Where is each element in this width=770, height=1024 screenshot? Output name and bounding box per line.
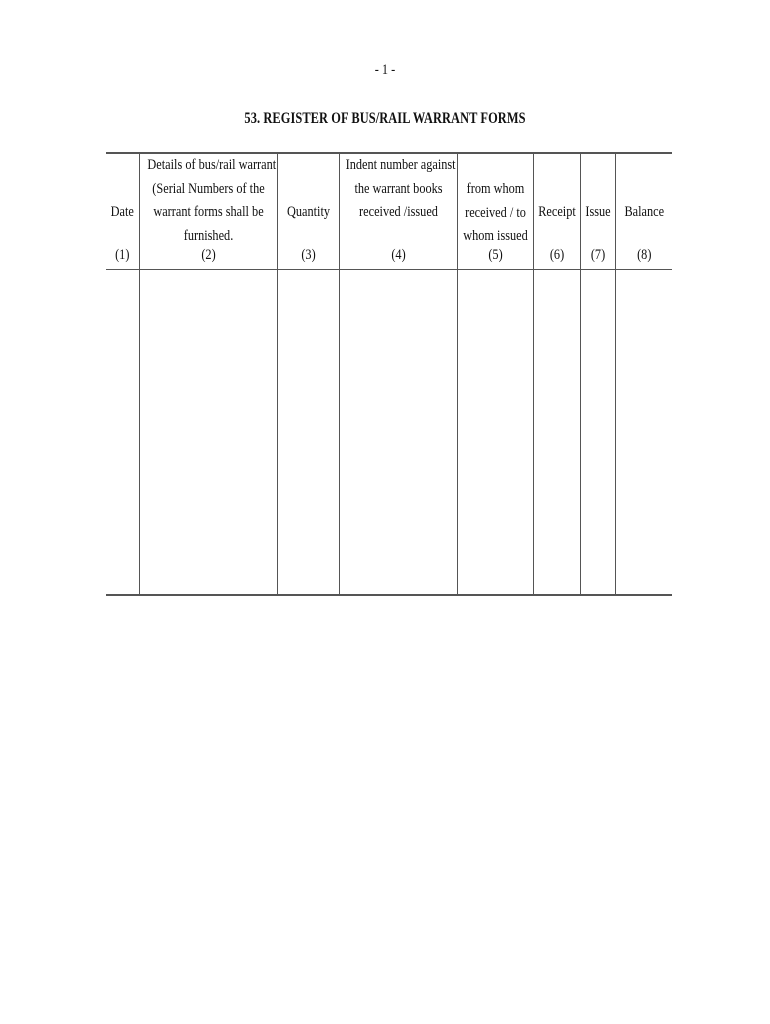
header-line: whom issued (462, 228, 528, 244)
column-header-details (139, 153, 277, 270)
column-header-label (146, 154, 276, 248)
column-number: (4) (390, 247, 406, 263)
header-line: furnished. (183, 227, 233, 244)
column-header-label (616, 201, 672, 225)
issue-cell[interactable] (580, 270, 615, 596)
column-number: (6) (549, 247, 564, 263)
entry-row (106, 270, 672, 596)
header-line: received / to (464, 204, 526, 221)
quantity-cell[interactable] (277, 270, 339, 596)
header-line: warrant forms shall be (152, 204, 264, 220)
header-row (106, 153, 672, 270)
column-header-label (459, 178, 530, 249)
header-line: Date (110, 204, 134, 220)
column-number: (7) (590, 247, 605, 263)
header-line: (Serial Numbers of the (151, 180, 265, 197)
details-cell[interactable] (139, 270, 277, 596)
date-cell[interactable] (106, 270, 139, 596)
column-header-label (278, 201, 338, 225)
receipt-cell[interactable] (533, 270, 580, 596)
column-header-from-whom (457, 153, 533, 270)
header-line: received /issued (358, 204, 438, 220)
column-number: (8) (636, 247, 651, 263)
from-whom-cell[interactable] (457, 270, 533, 596)
page-number: - 1 - (374, 62, 396, 78)
column-header-balance (615, 153, 672, 270)
column-header-issue (580, 153, 615, 270)
column-header-indent-number (339, 153, 457, 270)
column-header-quantity (277, 153, 339, 270)
header-line: Receipt (537, 204, 576, 220)
header-line: Issue (584, 204, 611, 220)
header-line: Indent number against (345, 157, 456, 173)
header-line: Balance (623, 204, 664, 220)
column-number: (2) (200, 247, 216, 263)
document-title: 53. REGISTER OF BUS/RAIL WARRANT FORMS (244, 110, 526, 127)
header-line: the warrant books (353, 180, 443, 197)
column-header-label (579, 201, 617, 225)
column-header-label (345, 154, 456, 225)
column-number: (5) (487, 247, 503, 263)
column-header-date (106, 153, 139, 270)
header-line: Quantity (286, 204, 330, 220)
balance-cell[interactable] (615, 270, 672, 596)
column-header-label (533, 201, 581, 225)
indent-number-cell[interactable] (339, 270, 457, 596)
column-header-receipt (533, 153, 580, 270)
header-line: Details of bus/rail warrant (146, 157, 276, 173)
column-header-label (104, 201, 140, 225)
register-table (106, 152, 672, 596)
column-number: (3) (300, 247, 316, 263)
column-number: (1) (115, 247, 130, 263)
header-line: from whom (466, 181, 524, 197)
